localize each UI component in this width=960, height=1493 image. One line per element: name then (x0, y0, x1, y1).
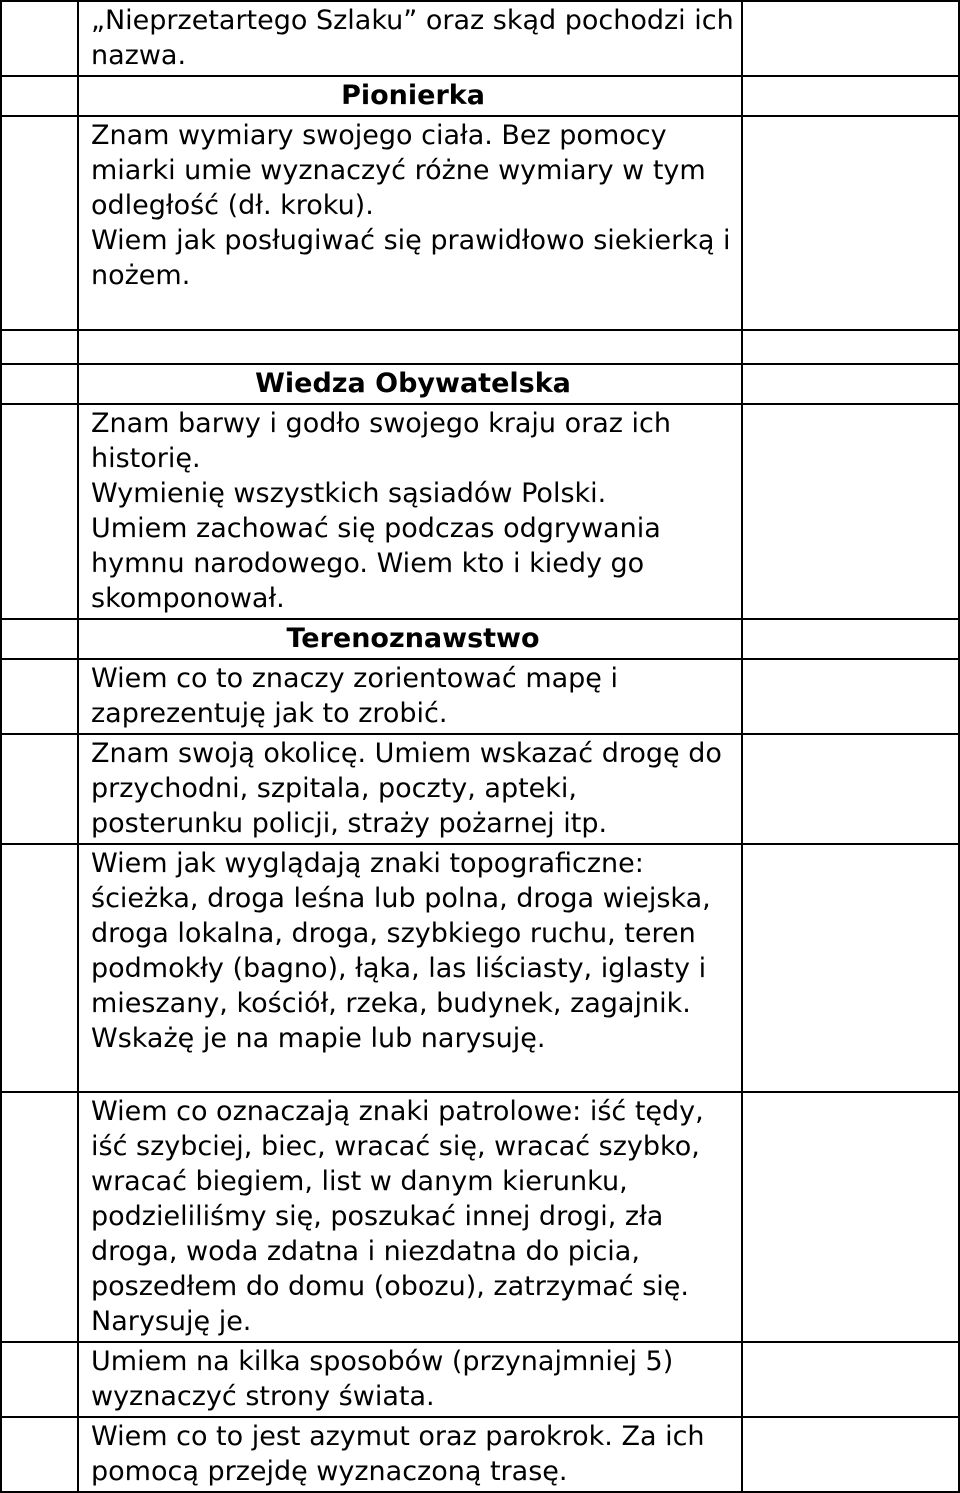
checkbox-cell-left (1, 1342, 78, 1417)
section-header-text: Pionierka (341, 80, 485, 111)
requirement-text: Znam wymiary swojego ciała. Bez pomocy miarki umie wyznaczyć różne wymiary w tym odległość (dł. kroku). (91, 120, 706, 221)
table-row (1, 659, 959, 734)
checkbox-cell-left (1, 659, 78, 734)
checkbox-cell-left (1, 1092, 78, 1342)
checkbox-cell-left (1, 76, 78, 116)
table-row (1, 404, 959, 619)
table-row (1, 1417, 959, 1492)
requirement-text: Znam barwy i godło swojego kraju oraz ich historię. (91, 408, 671, 474)
table-row (1, 619, 959, 659)
checkbox-cell-left (1, 404, 78, 619)
table-row (1, 76, 959, 116)
checkbox-cell-left (1, 330, 78, 364)
section-header-text: Terenoznawstwo (286, 623, 540, 654)
signature-cell-right (742, 1, 959, 76)
section-header-text: Wiedza Obywatelska (255, 368, 571, 399)
requirement-text: Wymienię wszystkich sąsiadów Polski. (91, 478, 607, 509)
requirement-cell (78, 734, 742, 844)
signature-cell-right (742, 659, 959, 734)
requirement-text: Wiem co oznaczają znaki patrolowe: iść tędy, iść szybciej, biec, wracać się, wracać szybko, wracać biegiem, list w danym kierunku, podzieliliśmy się, poszukać innej drogi, zła droga, woda zdatna i niezdatna do picia, poszedłem do domu (obozu), zatrzymać się. Narysuję je. (91, 1096, 704, 1337)
signature-cell-right (742, 1342, 959, 1417)
table-row (1, 734, 959, 844)
requirement-cell (78, 1417, 742, 1492)
section-header (78, 76, 742, 116)
signature-cell-right (742, 76, 959, 116)
checkbox-cell-left (1, 844, 78, 1092)
requirement-cell (78, 844, 742, 1092)
table-body (1, 1, 959, 1492)
requirement-cell (78, 404, 742, 619)
section-header (78, 619, 742, 659)
section-header (78, 364, 742, 404)
requirement-cell (78, 116, 742, 330)
table-row (1, 844, 959, 1092)
requirement-text: Umiem zachować się podczas odgrywania hymnu narodowego. Wiem kto i kiedy go skomponował. (91, 513, 661, 614)
checkbox-cell-left (1, 1, 78, 76)
table-row (1, 1092, 959, 1342)
requirement-cell (78, 1092, 742, 1342)
signature-cell-right (742, 1417, 959, 1492)
requirement-text: Umiem na kilka sposobów (przynajmniej 5) wyznaczyć strony świata. (91, 1346, 674, 1412)
signature-cell-right (742, 734, 959, 844)
checkbox-cell-left (1, 619, 78, 659)
table-row (1, 1, 959, 76)
requirement-text: Wiem co to jest azymut oraz parokrok. Za ich pomocą przejdę wyznaczoną trasę. (91, 1421, 705, 1487)
table-row (1, 1342, 959, 1417)
table-row (1, 364, 959, 404)
requirement-text: „Nieprzetartego Szlaku” oraz skąd pochodzi ich nazwa. (91, 5, 734, 71)
requirement-text: Wiem jak posługiwać się prawidłowo siekierką i nożem. (91, 225, 731, 291)
requirement-text: Znam swoją okolicę. Umiem wskazać drogę do przychodni, szpitala, poczty, apteki, posterunku policji, straży pożarnej itp. (91, 738, 722, 839)
signature-cell-right (742, 404, 959, 619)
requirement-text: Wiem jak wyglądają znaki topograficzne: ścieżka, droga leśna lub polna, droga wiejska, droga lokalna, droga, szybkiego ruchu, teren podmokły (bagno), łąka, las liściasty, iglasty i mieszany, kościół, rzeka, budynek, zagajnik. Wskażę je na mapie lub narysuję. (91, 848, 711, 1054)
signature-cell-right (742, 619, 959, 659)
signature-cell-right (742, 844, 959, 1092)
empty-cell (78, 330, 742, 364)
requirement-text: Wiem co to znaczy zorientować mapę i zaprezentuję jak to zrobić. (91, 663, 619, 729)
requirement-cell (78, 659, 742, 734)
signature-cell-right (742, 330, 959, 364)
checkbox-cell-left (1, 734, 78, 844)
checkbox-cell-left (1, 364, 78, 404)
table-row (1, 116, 959, 330)
signature-cell-right (742, 116, 959, 330)
requirement-cell (78, 1342, 742, 1417)
table-row (1, 330, 959, 364)
requirement-cell (78, 1, 742, 76)
signature-cell-right (742, 1092, 959, 1342)
signature-cell-right (742, 364, 959, 404)
checkbox-cell-left (1, 1417, 78, 1492)
checkbox-cell-left (1, 116, 78, 330)
